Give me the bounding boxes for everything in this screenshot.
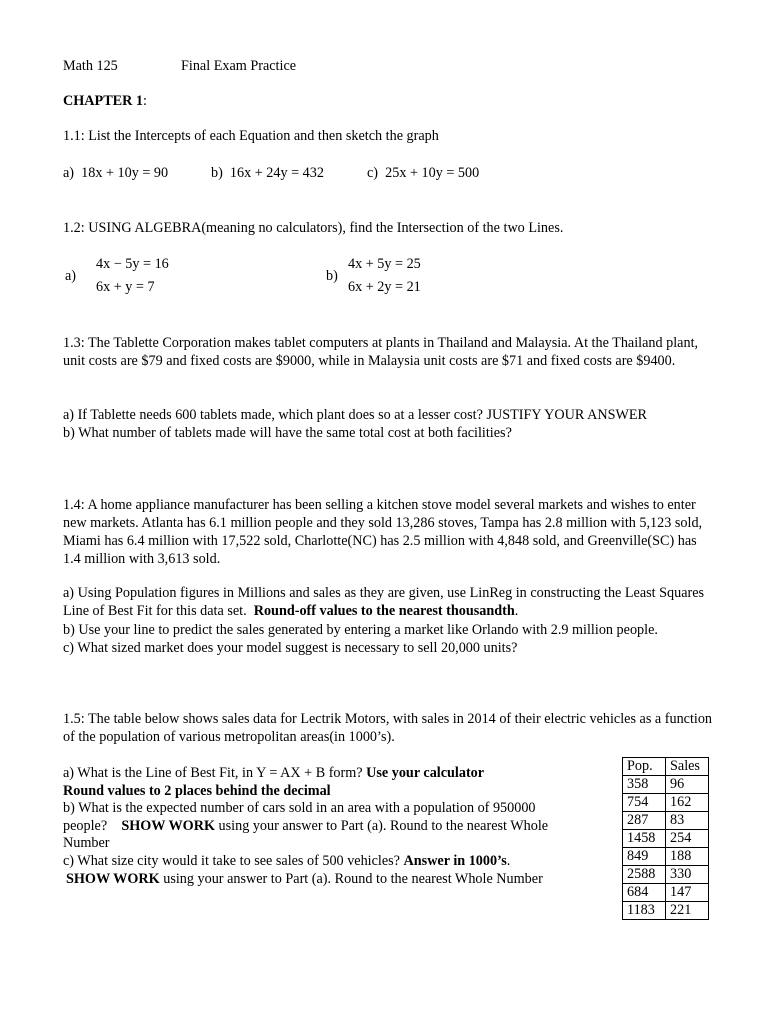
answer-units-label: Answer in 1000’s (403, 853, 507, 869)
part-c-label: c) (367, 165, 379, 181)
question-1-4-prompt: 1.4: A home appliance manufacturer has been selling a kitchen stove model several markets and wishes to enter new markets. Atlanta has 6.1 million people and they sold 13,286 stoves, Tampa has 2.8 million with 5,123 sold, Miami has 6.4 million with 17,522 sold, Charlotte(NC) has 2.5 million with 4,848 sold, and Greenville(SC) has 1.4 million with 3,613 sold. (63, 497, 703, 567)
table-header-row (623, 758, 709, 776)
sales-cell: 162 (666, 794, 709, 812)
sales-cell: 330 (666, 866, 709, 884)
system-b-eq2: 6x + 2y = 21 (348, 279, 421, 295)
table-row (623, 902, 709, 920)
equation-c: 25x + 10y = 500 (385, 165, 480, 181)
system-a-eq2: 6x + y = 7 (96, 279, 155, 295)
population-cell: 358 (623, 776, 666, 794)
question-1-3-prompt: 1.3: The Tablette Corporation makes tablet computers at plants in Thailand and Malaysia. At the Thailand plant, unit costs are $79 and fixed costs are $9000, while in Malaysia unit costs are $71 and fixed costs are $9400. (63, 335, 699, 369)
sales-cell: 83 (666, 812, 709, 830)
system-a-eq1: 4x − 5y = 16 (96, 256, 169, 272)
question-1-5-b-line2 (63, 817, 548, 835)
question-1-5-prompt: 1.5: The table below shows sales data for Lectrik Motors, with sales in 2014 of their electric vehicles as a function of the population of various metropolitan areas(in 1000’s). (63, 711, 713, 745)
population-cell: 2588 (623, 866, 666, 884)
table-row (623, 884, 709, 902)
question-1-5-a-line1 (63, 764, 484, 782)
part-a-text: a) Using Population figures in Millions and sales as they are given, use LinReg in constructing the Least Squares Line of Best Fit for this data set. (63, 585, 705, 619)
question-1-3-part-a: a) If Tablette needs 600 tablets made, which plant does so at a lesser cost? JUSTIFY YOUR ANSWER (63, 407, 647, 423)
part-c-text-cont: using your answer to Part (a). Round to the nearest Whole Number (163, 871, 543, 887)
table-row (623, 794, 709, 812)
document-title: Final Exam Practice (181, 58, 297, 74)
header-population: Pop. (623, 758, 666, 776)
question-1-5-c-line2 (66, 870, 543, 888)
part-a-period: . (514, 603, 519, 619)
part-b-text: people? (63, 818, 108, 834)
sales-data-table (622, 757, 709, 920)
table-row (623, 812, 709, 830)
table-row (623, 848, 709, 866)
question-1-4-part-c: c) What sized market does your model suggest is necessary to sell 20,000 units? (63, 640, 518, 656)
question-1-1-c (367, 164, 479, 182)
question-1-2-prompt: 1.2: USING ALGEBRA(meaning no calculators), find the Intersection of the two Lines. (63, 220, 564, 236)
rounding-instruction: Round values to 2 places behind the decimal (63, 783, 331, 799)
population-cell: 287 (623, 812, 666, 830)
part-a-emphasis: Round-off values to the nearest thousandth (253, 603, 515, 619)
sales-cell: 96 (666, 776, 709, 794)
population-cell: 849 (623, 848, 666, 866)
table-row (623, 830, 709, 848)
system-b (348, 255, 421, 296)
population-cell: 684 (623, 884, 666, 902)
population-cell: 754 (623, 794, 666, 812)
question-1-5-b-line1: b) What is the expected number of cars sold in an area with a population of 950000 (63, 800, 536, 816)
course-name: Math 125 (63, 58, 118, 74)
sales-cell: 254 (666, 830, 709, 848)
show-work-label: SHOW WORK (66, 871, 160, 887)
part-b-label: b) (211, 165, 223, 181)
sales-cell: 147 (666, 884, 709, 902)
chapter-heading (63, 92, 147, 110)
question-1-5-a-line2 (63, 782, 331, 800)
system-b-label: b) (326, 268, 338, 284)
question-1-1-a (63, 164, 168, 182)
system-a-label: a) (65, 268, 77, 284)
population-cell: 1183 (623, 902, 666, 920)
chapter-colon: : (143, 93, 147, 109)
question-1-4-part-b: b) Use your line to predict the sales generated by entering a market like Orlando with 2.9 million people. (63, 622, 658, 638)
part-c-period: . (506, 853, 511, 869)
part-c-text: c) What size city would it take to see sales of 500 vehicles? (63, 853, 400, 869)
question-1-1-b (211, 164, 324, 182)
system-b-eq1: 4x + 5y = 25 (348, 256, 421, 272)
part-a-label: a) (63, 165, 75, 181)
chapter-label: CHAPTER 1 (63, 93, 144, 109)
equation-b: 16x + 24y = 432 (229, 165, 324, 181)
question-1-5-b-line3: Number (63, 835, 110, 851)
header-sales: Sales (666, 758, 709, 776)
part-b-text-cont: using your answer to Part (a). Round to the nearest Whole (218, 818, 549, 834)
population-cell: 1458 (623, 830, 666, 848)
question-1-1-prompt: 1.1: List the Intercepts of each Equation and then sketch the graph (63, 128, 439, 144)
question-1-4-part-a (63, 584, 713, 620)
show-work-label: SHOW WORK (121, 818, 215, 834)
question-1-5-c-line1 (63, 852, 510, 870)
equation-a: 18x + 10y = 90 (81, 165, 169, 181)
sales-cell: 221 (666, 902, 709, 920)
table-row (623, 866, 709, 884)
question-1-3-part-b: b) What number of tablets made will have the same total cost at both facilities? (63, 425, 512, 441)
part-a-emphasis: Use your calculator (366, 765, 485, 781)
table-row (623, 776, 709, 794)
system-a (96, 255, 169, 296)
sales-cell: 188 (666, 848, 709, 866)
part-a-text: a) What is the Line of Best Fit, in Y = AX + B form? (63, 765, 363, 781)
